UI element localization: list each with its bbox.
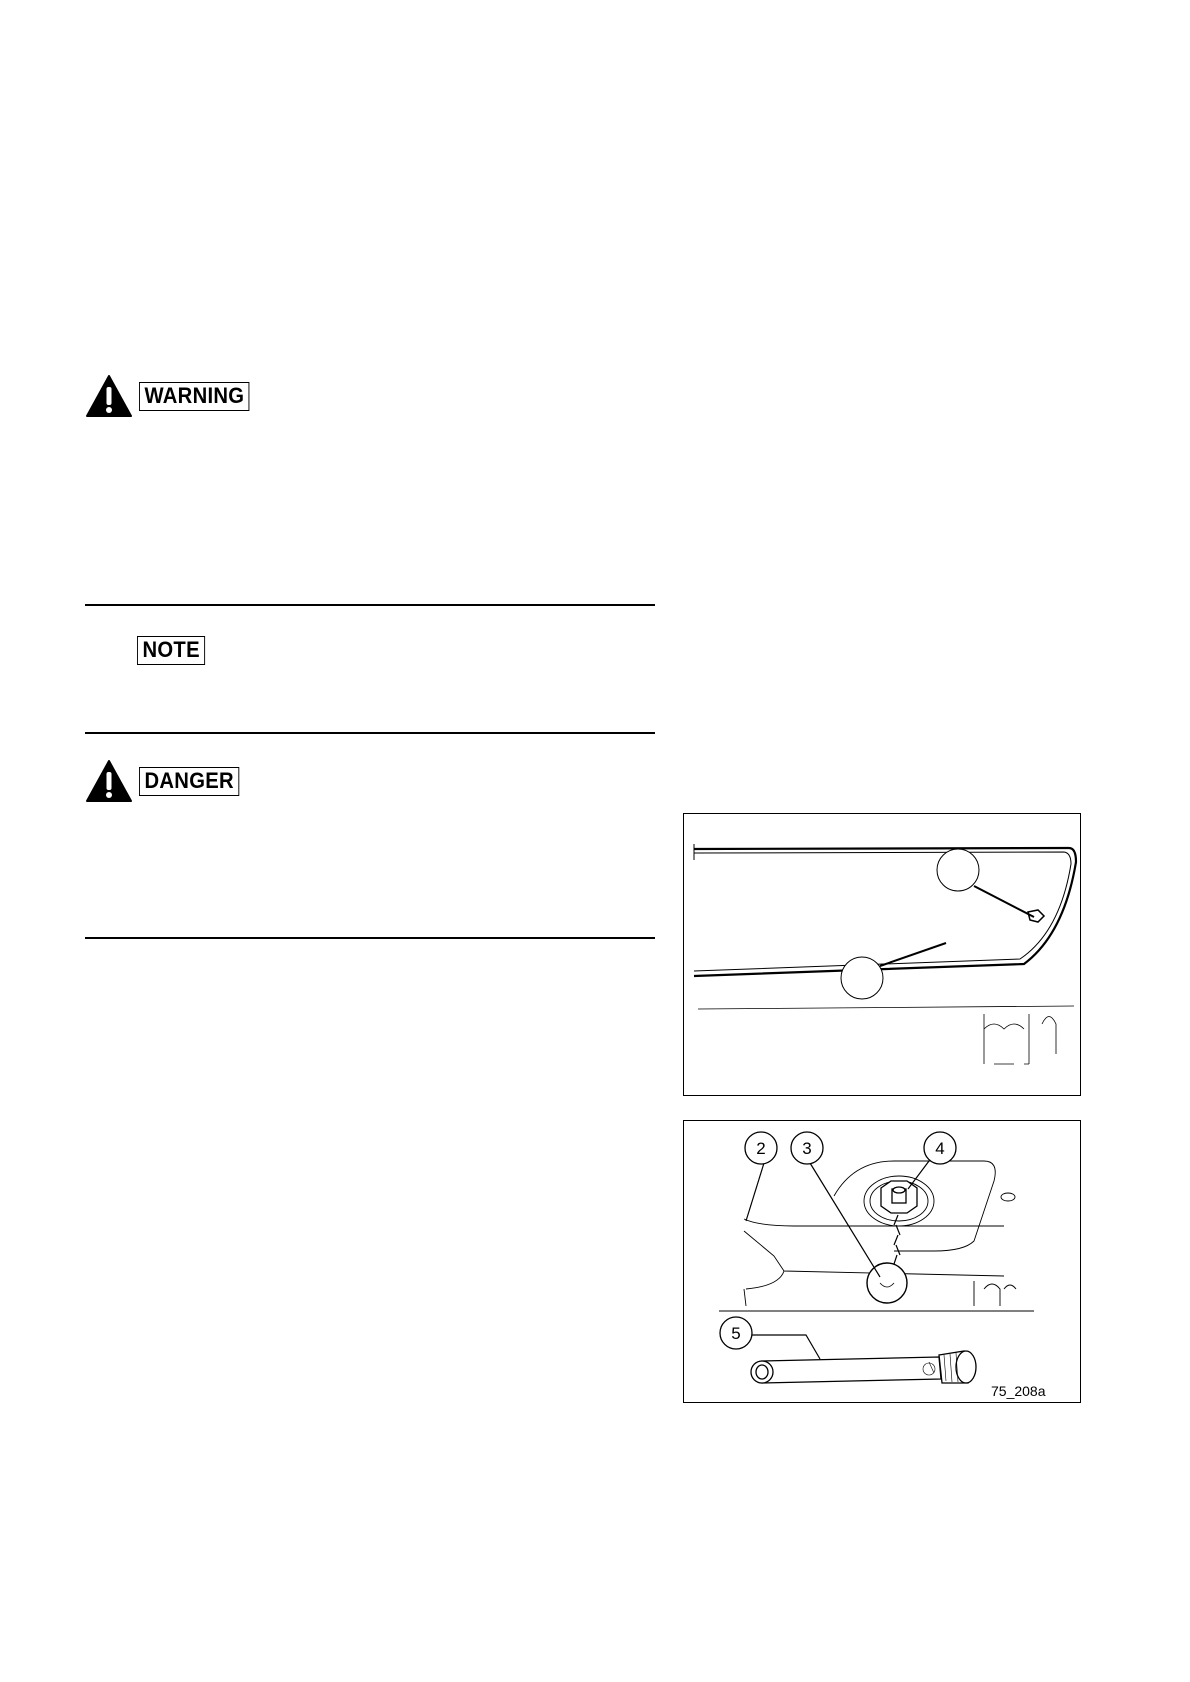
callout-number-3: 3 <box>802 1139 812 1158</box>
warning-triangle-icon <box>85 759 133 803</box>
figure-drain-detail <box>683 1120 1081 1403</box>
danger-notice <box>85 759 248 803</box>
warning-triangle-icon <box>85 374 133 418</box>
warning-label: WARNING <box>139 382 250 411</box>
danger-label: DANGER <box>139 767 239 796</box>
section-divider <box>85 732 655 734</box>
callout-number-5: 5 <box>731 1324 741 1343</box>
warning-notice <box>85 374 259 418</box>
drain-illustration <box>684 1121 1082 1404</box>
callout-number-2: 2 <box>756 1139 766 1158</box>
section-divider <box>85 937 655 939</box>
callout-circle-empty <box>937 849 979 891</box>
callout-number-4: 4 <box>935 1139 945 1158</box>
callout-circle-empty <box>841 957 883 999</box>
note-label: NOTE <box>137 636 205 665</box>
section-divider <box>85 604 655 606</box>
note-notice <box>137 636 211 665</box>
figure-code: 75_208a <box>991 1383 1046 1399</box>
panel-illustration <box>684 814 1082 1097</box>
figure-panel-outline <box>683 813 1081 1096</box>
